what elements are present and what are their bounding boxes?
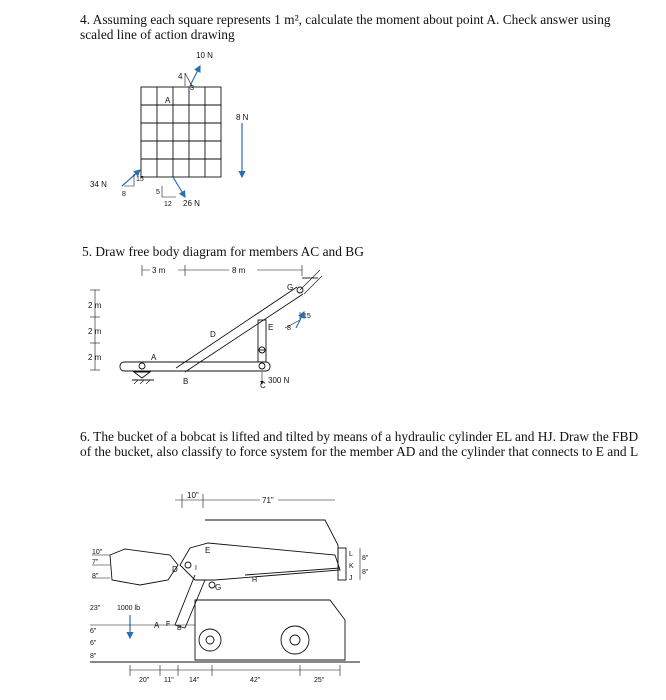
dim-10-top: 10" [187,491,199,500]
point-e: E [268,323,274,332]
pin-support [134,372,150,378]
bucket [110,549,178,585]
dim-2m-1: 2 m [88,301,102,310]
question-4-text: 4. Assuming each square represents 1 m², calculate the moment about point A. Check answer using scaled line of action drawing [80,12,611,42]
member-bg [176,287,303,372]
question-5-text: 5. Draw free body diagram for members AC and BG [82,244,364,259]
force-top-label: 10 N [196,51,213,60]
dim-10-left: 10" [92,549,103,556]
vehicle-body [195,600,345,660]
square-grid [141,87,221,177]
point-a: A [154,621,160,630]
dim-8-left: 8" [92,573,99,580]
dim-20: 20" [139,677,150,684]
front-wheel [199,629,221,651]
dim-7: 7" [92,559,99,566]
dim-11: 11" [164,677,174,684]
force-bottom-label: 26 N [183,199,200,208]
slope-top-b: 3 [190,85,194,92]
point-a: A [151,353,157,362]
point-g: G [215,583,222,592]
cab-roof [205,520,338,560]
point-h: H [252,577,258,584]
dim-42: 42" [250,677,261,684]
slope-bottom-b: 12 [164,201,172,208]
rear-bracket [338,548,346,580]
dim-23: 23" [90,605,101,612]
dim-71: 71" [262,496,274,505]
lift-arm [175,543,340,628]
slope-left-a: 15 [136,176,144,183]
dim-8-right-b: 8" [362,569,369,576]
figure-5-frame-diagram [88,264,322,390]
question-6-text: 6. The bucket of a bobcat is lifted and tilted by means of a hydraulic cylinder EL and HJ. Draw the FBD of the bucket, also classify to force system for the member AD and the cylinder that connects to E and L [80,429,639,459]
dim-8-bottom: 8" [90,653,97,660]
force-left-label: 34 N [90,180,107,189]
point-b: B [177,625,182,632]
dim-2m-2: 2 m [88,327,102,336]
point-e: E [205,546,211,555]
load-1000lb: 1000 lb [117,605,140,612]
dim-6b: 6" [90,640,97,647]
force-10n-arrow [185,66,200,86]
dim-25: 25" [314,677,325,684]
point-j: J [349,575,353,582]
figure-4-grid-diagram [90,51,249,208]
dim-6a: 6" [90,628,97,635]
figure-6-bobcat-diagram [90,491,369,684]
link-e [258,320,266,350]
dim-8-right-a: 8" [362,555,369,562]
slope-top-a: 4 [178,72,183,81]
point-g: G [287,283,294,292]
point-a-label: A [165,96,171,105]
slope-bottom-a: 5 [156,189,160,196]
slope-8: 8 [287,325,291,332]
load-300n: 300 N [268,376,290,385]
slope-left-b: 8 [122,191,126,198]
member-ac [120,362,270,371]
dim-14: 14" [189,677,200,684]
point-d: D [172,565,178,574]
force-26n-arrow [162,177,185,197]
point-l: L [349,551,353,558]
point-b: B [183,377,189,386]
point-d: D [210,330,216,339]
point-i: I [195,565,197,572]
slope-15: 15 [303,313,311,320]
dim-8m: 8 m [232,266,246,275]
dim-2m-3: 2 m [88,353,102,362]
point-k: K [349,563,354,570]
point-f: F [166,621,171,628]
rear-wheel [281,626,309,654]
force-right-label: 8 N [236,113,249,122]
dim-3m: 3 m [152,266,166,275]
point-c: C [260,381,266,390]
